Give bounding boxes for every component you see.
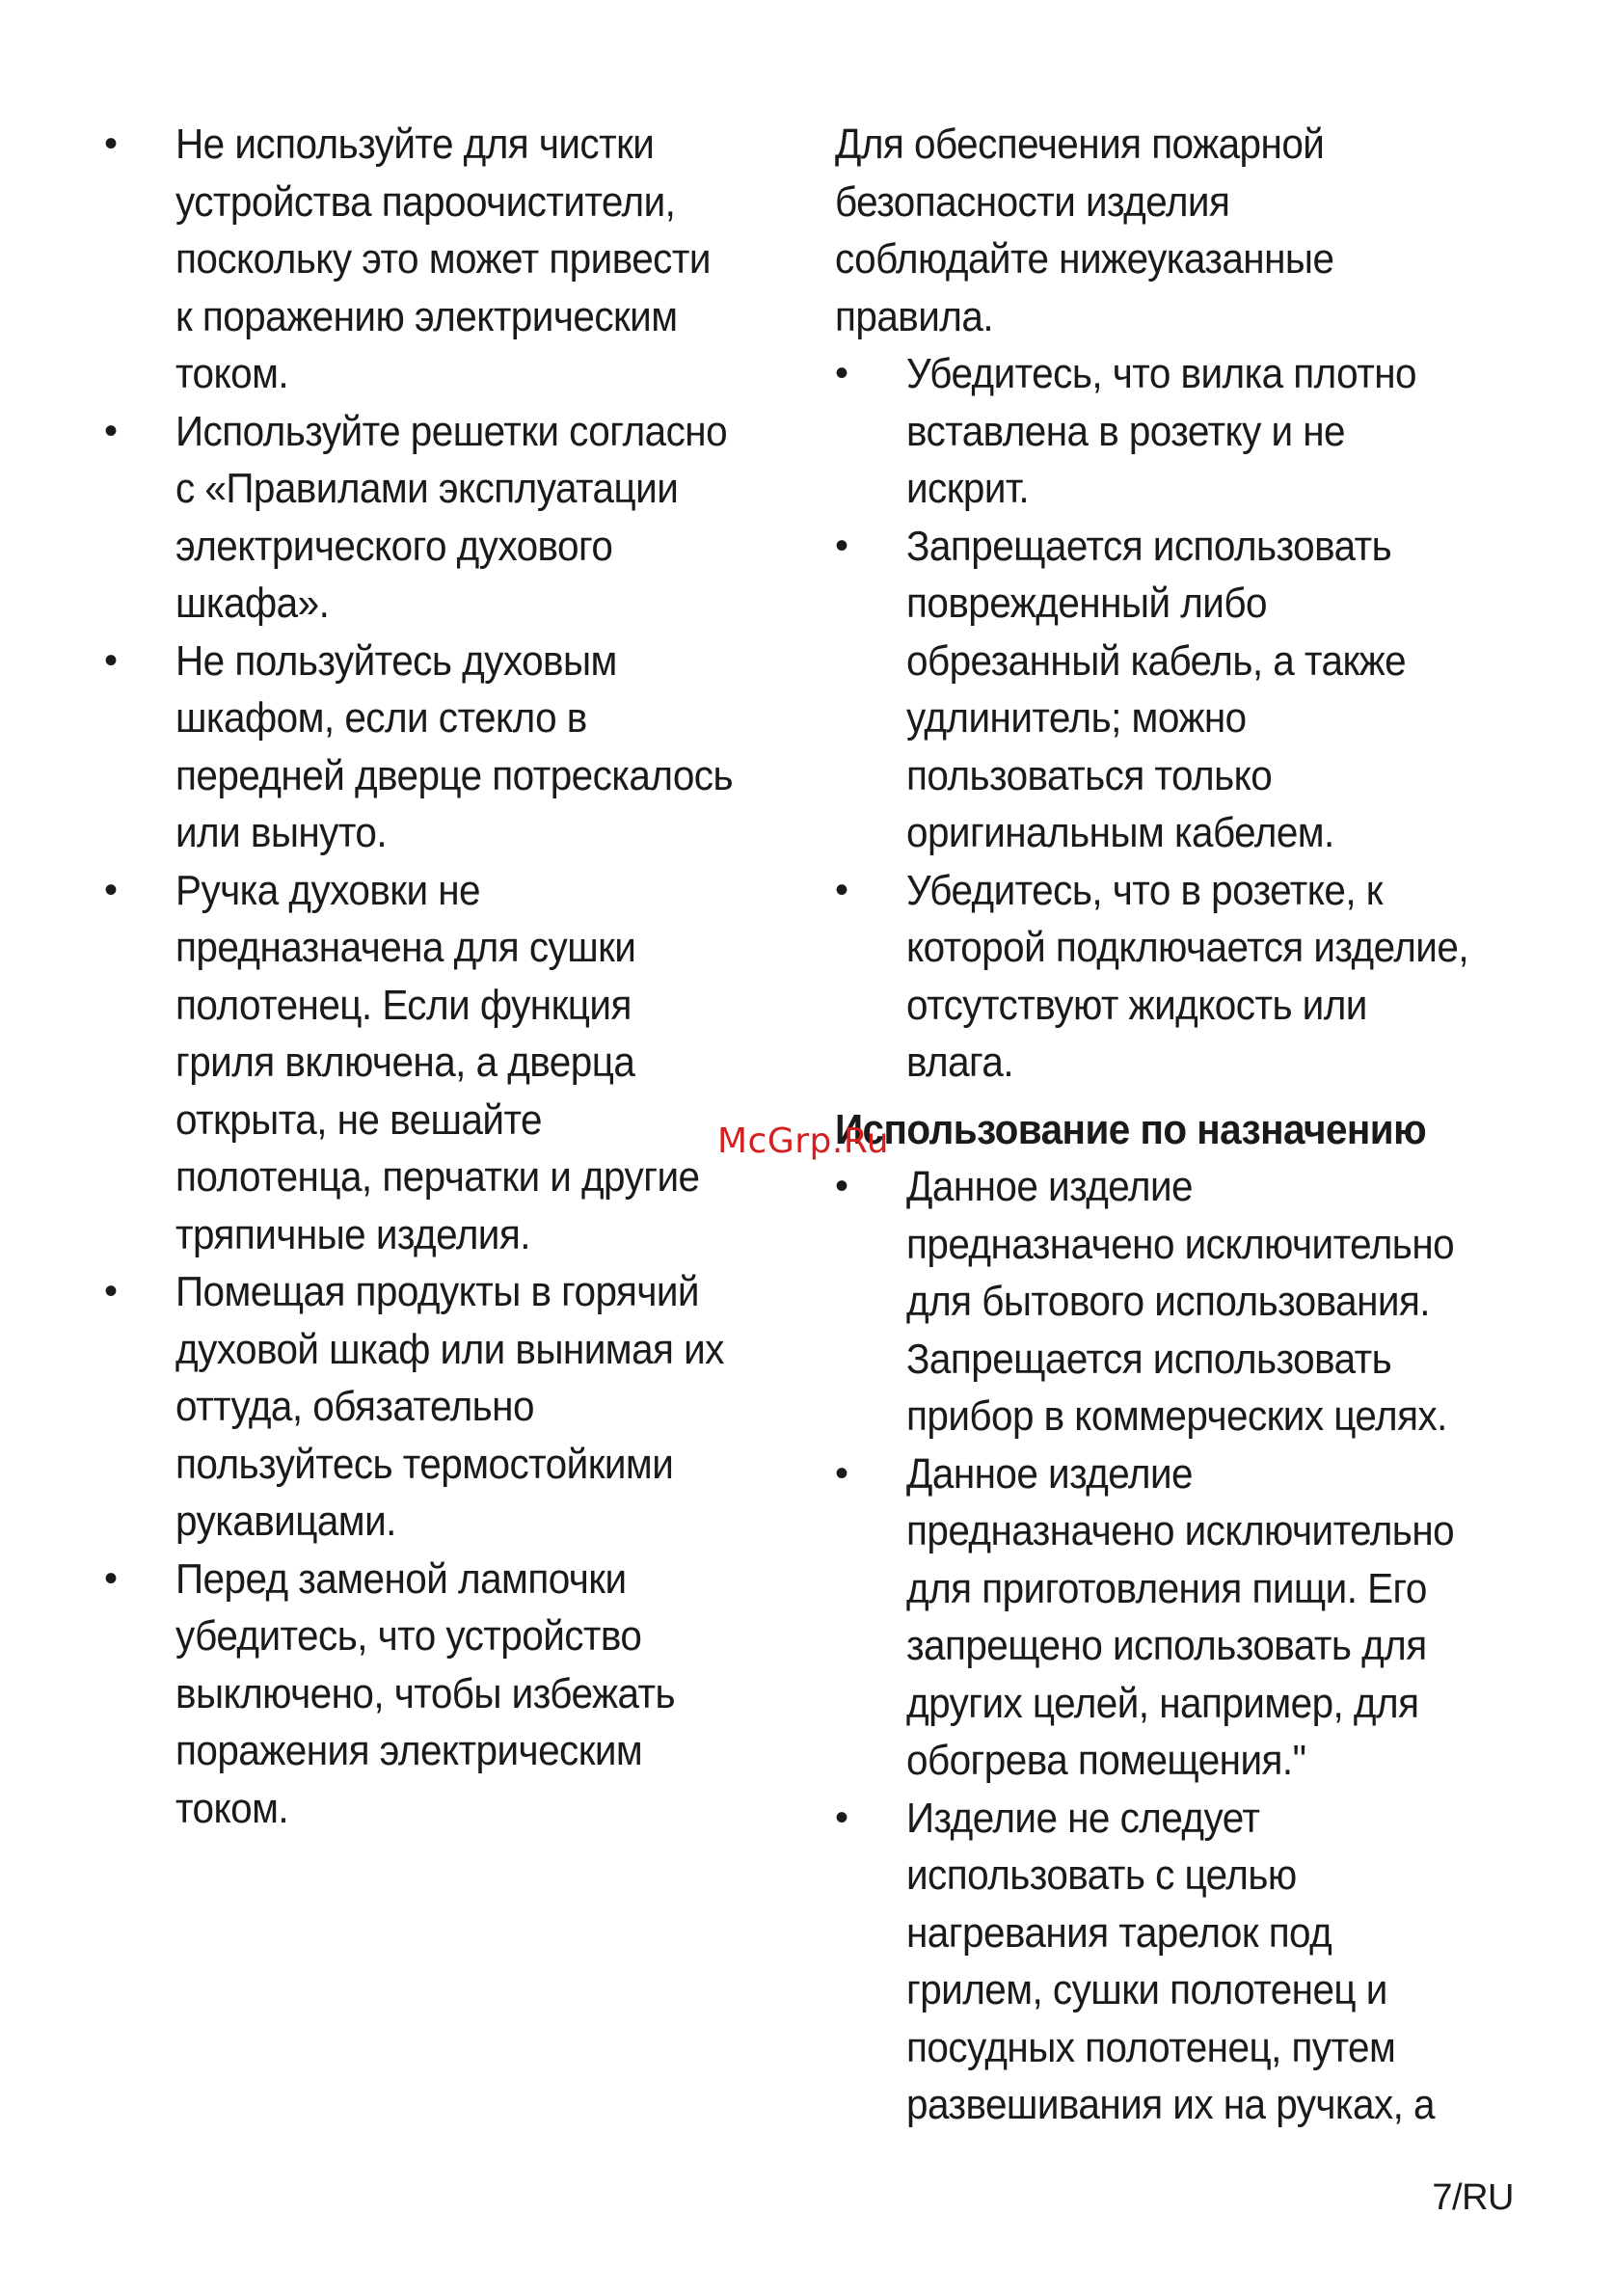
bullet-icon: •: [835, 1451, 849, 1495]
text-line: устройства пароочистители,: [175, 177, 676, 226]
text-line: Запрещается использовать: [906, 522, 1392, 570]
text-line: с «Правилами эксплуатации: [175, 465, 679, 512]
text-line: Убедитесь, что в розетке, к: [906, 866, 1383, 914]
text-line: Убедитесь, что вилка плотно: [906, 350, 1416, 397]
text-line: поскольку это может привести: [175, 235, 711, 283]
text-line: Используйте решетки согласно: [175, 407, 728, 455]
text-line: обрезанный кабель, а также: [906, 636, 1407, 685]
list-item: [104, 403, 798, 633]
text-line: правила.: [835, 292, 994, 340]
bullet-icon: •: [104, 122, 119, 165]
text-line: поражения электрическим: [175, 1727, 643, 1774]
text-line: Данное изделие: [906, 1449, 1194, 1498]
text-line: Перед заменой лампочки: [175, 1554, 627, 1603]
text-line: к поражению электрическим: [175, 292, 678, 340]
list-item: [104, 633, 798, 862]
text-line: полотенец. Если функция: [175, 981, 632, 1029]
list-item: [835, 1158, 1529, 1445]
list-item: [104, 1551, 798, 1838]
text-line: пользоваться только: [906, 751, 1273, 799]
fire-safety-intro: [835, 116, 1473, 345]
text-line: пользуйтесь термостойкими: [175, 1440, 674, 1488]
list-item-text: [175, 1551, 748, 1838]
text-line: открыта, не вешайте: [175, 1095, 542, 1144]
text-line: тряпичные изделия.: [175, 1210, 530, 1258]
text-line: предназначено исключительно: [906, 1507, 1455, 1554]
list-item-text: [906, 518, 1479, 862]
text-line: предназначено исключительно: [906, 1220, 1455, 1268]
list-item-text: [175, 862, 748, 1264]
text-line: отсутствуют жидкость или: [906, 981, 1367, 1029]
bullet-icon: •: [835, 352, 849, 394]
text-line: полотенца, перчатки и другие: [175, 1153, 700, 1201]
text-line: использовать с целью: [906, 1851, 1297, 1899]
list-item: [104, 116, 798, 403]
text-line: обогрева помещения.": [906, 1737, 1306, 1784]
watermark: McGrp.Ru: [717, 1121, 890, 1161]
text-line: передней дверце потрескалось: [175, 751, 734, 799]
text-line: нагревания тарелок под: [906, 1908, 1332, 1957]
text-line: запрещено использовать для: [906, 1622, 1427, 1669]
text-line: гриля включена, а дверца: [175, 1039, 635, 1086]
text-line: шкафом, если стекло в: [175, 694, 587, 742]
text-line: рукавицами.: [175, 1498, 396, 1545]
text-line: посудных полотенец, путем: [906, 2023, 1396, 2071]
list-item-text: [906, 1158, 1479, 1445]
text-line: или вынуто.: [175, 809, 388, 856]
text-line: Для обеспечения пожарной: [835, 121, 1325, 168]
list-item: [104, 1263, 798, 1551]
left-bullet-list: [104, 116, 798, 1837]
list-item-text: [906, 862, 1479, 1092]
list-item-text: [175, 403, 748, 633]
text-line: Изделие не следует: [906, 1794, 1260, 1842]
text-line: убедитесь, что устройство: [175, 1612, 642, 1660]
text-line: других целей, например, для: [906, 1679, 1419, 1727]
text-line: вставлена в розетку и не: [906, 407, 1345, 455]
list-item: [835, 518, 1529, 862]
bullet-icon: •: [835, 1796, 849, 1839]
left-column: [104, 116, 798, 1837]
fire-safety-list: [835, 345, 1529, 1092]
text-line: влага.: [906, 1039, 1014, 1086]
list-item: [104, 862, 798, 1264]
list-item-text: [175, 1263, 748, 1551]
text-line: искрит.: [906, 465, 1030, 512]
text-line: для бытового использования.: [906, 1278, 1431, 1325]
text-line: оригинальным кабелем.: [906, 809, 1334, 856]
text-line: грилем, сушки полотенец и: [906, 1966, 1387, 2013]
text-line: электрического духового: [175, 522, 613, 570]
text-line: Не используйте для чистки: [175, 121, 655, 168]
text-line: током.: [175, 1784, 289, 1832]
bullet-icon: •: [835, 1165, 849, 1207]
text-line: Запрещается использовать: [906, 1335, 1392, 1383]
right-column: [835, 116, 1529, 2134]
list-item: [835, 1445, 1529, 1790]
text-line: предназначена для сушки: [175, 924, 636, 971]
list-item-text: [906, 1790, 1479, 2134]
list-item: [835, 1790, 1529, 2134]
bullet-icon: •: [104, 638, 119, 682]
text-line: током.: [175, 350, 289, 397]
text-line: шкафа».: [175, 580, 330, 627]
bullet-icon: •: [104, 1556, 119, 1600]
list-item: [835, 345, 1529, 518]
text-line: Данное изделие: [906, 1163, 1194, 1210]
text-line: удлинитель; можно: [906, 694, 1247, 742]
list-item: [835, 862, 1529, 1092]
text-line: Ручка духовки не: [175, 866, 480, 914]
list-item-text: [175, 633, 748, 862]
intended-use-list: [835, 1158, 1529, 2134]
bullet-icon: •: [104, 409, 119, 452]
text-line: для приготовления пищи. Его: [906, 1564, 1427, 1612]
list-item-text: [906, 1445, 1479, 1790]
page-number: 7/RU: [1432, 2177, 1514, 2218]
text-line: Помещая продукты в горячий: [175, 1268, 699, 1315]
text-line: безопасности изделия: [835, 177, 1230, 226]
list-item-text: [175, 116, 748, 403]
text-line: оттуда, обязательно: [175, 1383, 534, 1430]
text-line: прибор в коммерческих целях.: [906, 1392, 1447, 1440]
bullet-icon: •: [835, 868, 849, 911]
text-line: поврежденный либо: [906, 580, 1267, 627]
text-line: соблюдайте нижеуказанные: [835, 235, 1334, 283]
text-line: которой подключается изделие,: [906, 924, 1469, 971]
bullet-icon: •: [835, 524, 849, 567]
text-line: духовой шкаф или вынимая их: [175, 1325, 724, 1373]
text-line: Не пользуйтесь духовым: [175, 636, 617, 685]
list-item-text: [906, 345, 1479, 518]
bullet-icon: •: [104, 868, 119, 911]
text-line: развешивания их на ручках, а: [906, 2081, 1435, 2128]
section-heading: Использование по назначению: [835, 1105, 1427, 1153]
bullet-icon: •: [104, 1270, 119, 1312]
text-line: выключено, чтобы избежать: [175, 1669, 676, 1717]
